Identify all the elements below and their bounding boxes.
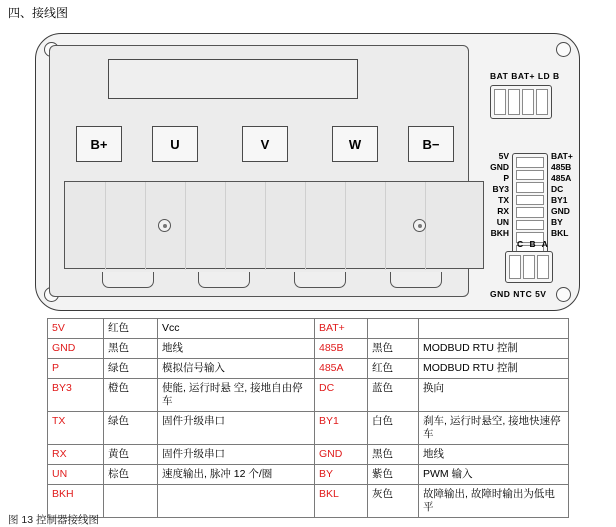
description: 换向: [419, 379, 569, 412]
description: 模拟信号输入: [158, 359, 315, 379]
wire-color: 绿色: [104, 359, 158, 379]
pin-label: BY: [551, 217, 563, 227]
housing-tab: [102, 272, 154, 288]
description: 地线: [419, 445, 569, 465]
description: Vcc: [158, 319, 315, 339]
pin-label: 485B: [551, 162, 572, 172]
wire-color: 黑色: [104, 339, 158, 359]
pin-label: BKH: [490, 228, 509, 238]
signal-name: 485A: [315, 359, 368, 379]
pin-label: 5V: [498, 151, 509, 161]
mid-connector-right-pin-labels: [551, 151, 591, 239]
description: 固件升级串口: [158, 412, 315, 445]
pin-label: DC: [551, 184, 564, 194]
description: [158, 485, 315, 518]
wire-color: 黑色: [368, 445, 419, 465]
housing-tab: [198, 272, 250, 288]
signal-name: BY: [315, 465, 368, 485]
wire-color: 灰色: [368, 485, 419, 518]
pin-label: TX: [498, 195, 509, 205]
wire-color: 红色: [104, 319, 158, 339]
wire-color: 橙色: [104, 379, 158, 412]
mounting-hole-icon: [556, 287, 571, 302]
figure-caption: 图 13 控制器接线图: [8, 514, 100, 526]
mid-connector-left-pin-labels: [475, 151, 509, 239]
description: 固件升级串口: [158, 445, 315, 465]
table-row: [48, 379, 569, 412]
pin-label: BAT+: [551, 151, 573, 161]
screw-icon: [413, 219, 426, 232]
signal-name: UN: [48, 465, 104, 485]
wire-color: [368, 319, 419, 339]
description: 使能, 运行时悬 空, 接地自由停车: [158, 379, 315, 412]
table-row: [48, 339, 569, 359]
description: 故障输出, 故障时输出为低电平: [419, 485, 569, 518]
wire-color: 红色: [368, 359, 419, 379]
page-title: 四、接线图: [8, 6, 69, 20]
pin-label: P: [503, 173, 509, 183]
signal-name: BY1: [315, 412, 368, 445]
description: 地线: [158, 339, 315, 359]
wire-color: 黑色: [368, 339, 419, 359]
signal-name: GND: [315, 445, 368, 465]
pin-label: GND: [551, 206, 570, 216]
mounting-hole-icon: [556, 42, 571, 57]
description: 刹车, 运行时悬空, 接地快速停车: [419, 412, 569, 445]
signal-name: BKH: [48, 485, 104, 518]
wire-color: [104, 485, 158, 518]
table-row: [48, 465, 569, 485]
description: MODBUD RTU 控制: [419, 339, 569, 359]
table-row: [48, 412, 569, 445]
housing-tab: [294, 272, 346, 288]
pin-label: BY3: [492, 184, 509, 194]
signal-name: BAT+: [315, 319, 368, 339]
wire-color: 黄色: [104, 445, 158, 465]
terminal-b-plus: B+: [76, 126, 122, 162]
terminal-v: V: [242, 126, 288, 162]
bottom-connector-label: GND NTC 5V: [490, 289, 547, 299]
pin-label: BY1: [551, 195, 568, 205]
top-connector-label: BAT BAT+ LD B: [490, 71, 560, 81]
wire-color: 棕色: [104, 465, 158, 485]
wiring-table: [47, 318, 569, 518]
housing-tab: [390, 272, 442, 288]
signal-name: DC: [315, 379, 368, 412]
pin-label: 485A: [551, 173, 572, 183]
signal-name: BY3: [48, 379, 104, 412]
screw-icon: [158, 219, 171, 232]
description: MODBUD RTU 控制: [419, 359, 569, 379]
terminal-u: U: [152, 126, 198, 162]
description: 速度输出, 脉冲 12 个/圈: [158, 465, 315, 485]
signal-name: TX: [48, 412, 104, 445]
heatsink: [64, 181, 484, 269]
table-row: [48, 445, 569, 465]
signal-name: P: [48, 359, 104, 379]
pin-label: BKL: [551, 228, 569, 238]
pin-label: UN: [496, 217, 509, 227]
bottom-connector: [505, 251, 553, 283]
signal-name: BKL: [315, 485, 368, 518]
signal-name: 485B: [315, 339, 368, 359]
description: [419, 319, 569, 339]
table-row: [48, 485, 569, 518]
wire-color: 绿色: [104, 412, 158, 445]
table-row: [48, 319, 569, 339]
bottom-connector-pins-label: C B A: [517, 239, 550, 249]
label-plate: [108, 59, 358, 99]
terminal-b-minus: B−: [408, 126, 454, 162]
pin-label: GND: [490, 162, 509, 172]
signal-name: 5V: [48, 319, 104, 339]
signal-name: GND: [48, 339, 104, 359]
controller-faceplate: [49, 45, 469, 297]
terminal-w: W: [332, 126, 378, 162]
controller-wiring-diagram: [35, 33, 585, 311]
wire-color: 白色: [368, 412, 419, 445]
signal-name: RX: [48, 445, 104, 465]
wire-color: 蓝色: [368, 379, 419, 412]
description: PWM 输入: [419, 465, 569, 485]
pin-label: RX: [497, 206, 509, 216]
top-connector: [490, 85, 552, 119]
table-row: [48, 359, 569, 379]
wire-color: 紫色: [368, 465, 419, 485]
